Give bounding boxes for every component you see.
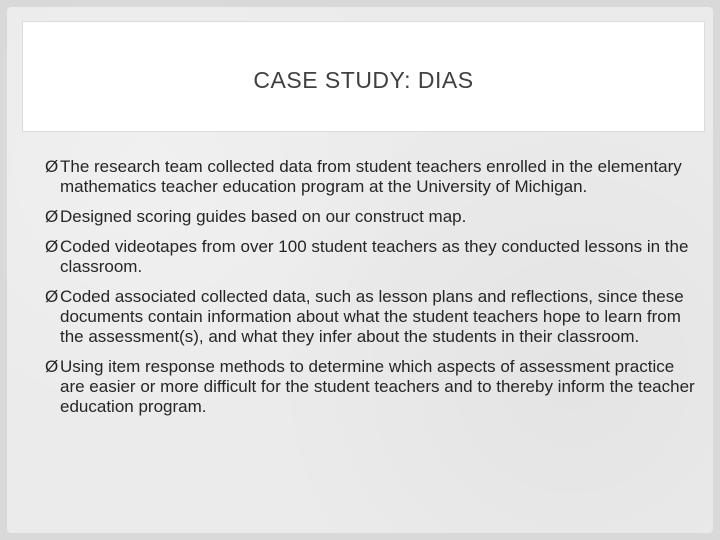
bullet-text: Coded videotapes from over 100 student teachers as they conducted lessons in the classroom. bbox=[60, 237, 689, 276]
bullet-text: Using item response methods to determine which aspects of assessment practice are easier or more difficult for the student teachers and to thereby inform the teacher education program. bbox=[60, 357, 695, 416]
arrow-bullet-icon: Ø bbox=[45, 157, 59, 176]
slide-title: CASE STUDY: DIAS bbox=[253, 67, 474, 93]
arrow-bullet-icon: Ø bbox=[45, 287, 59, 306]
bullet-list bbox=[45, 157, 695, 427]
list-item bbox=[45, 357, 695, 417]
bullet-text: Coded associated collected data, such as lesson plans and reflections, since these documents contain information about what the student teachers hope to learn from the assessment(s), and what they infer about the students in their classroom. bbox=[60, 287, 684, 346]
bullet-text: Designed scoring guides based on our construct map. bbox=[60, 207, 467, 226]
slide bbox=[7, 7, 713, 533]
list-item bbox=[45, 207, 695, 227]
bullet-text: The research team collected data from student teachers enrolled in the elementary mathematics teacher education program at the University of Michigan. bbox=[60, 157, 682, 196]
arrow-bullet-icon: Ø bbox=[45, 207, 59, 226]
arrow-bullet-icon: Ø bbox=[45, 237, 59, 256]
list-item bbox=[45, 287, 695, 347]
title-box bbox=[22, 21, 705, 132]
list-item bbox=[45, 237, 695, 277]
list-item bbox=[45, 157, 695, 197]
arrow-bullet-icon: Ø bbox=[45, 357, 59, 376]
